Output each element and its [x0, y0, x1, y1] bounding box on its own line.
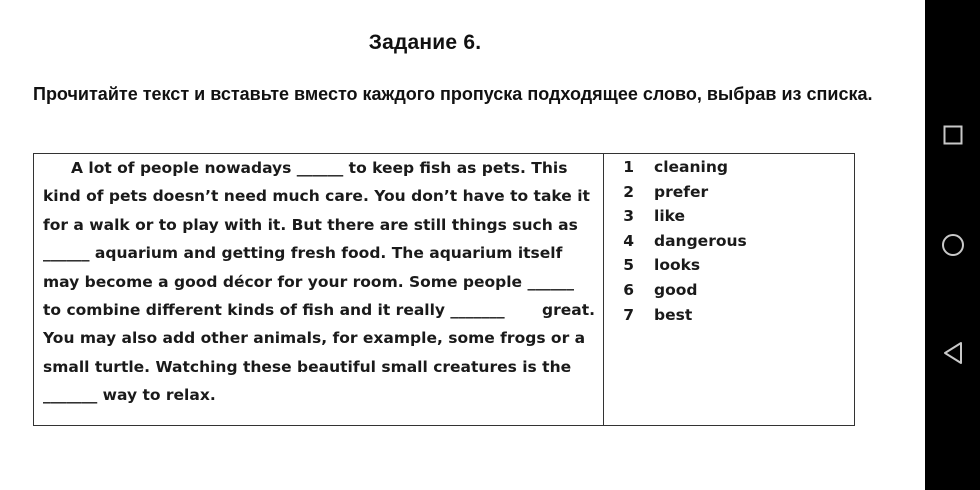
- option-word: prefer: [654, 182, 709, 201]
- passage-line: kind of pets doesn’t need much care. You don’t have to take it: [43, 187, 590, 206]
- option-number: 4: [623, 231, 634, 250]
- option-number: 2: [623, 182, 634, 201]
- passage-line: small turtle. Watching these beautiful small creatures is the: [43, 357, 572, 376]
- circle-icon: [941, 233, 965, 257]
- home-button[interactable]: [925, 215, 980, 275]
- task-title: Задание 6.: [368, 31, 482, 54]
- option-word: best: [654, 305, 693, 324]
- task-instruction: Прочитайте текст и вставьте вместо каждого пропуска подходящее слово, выбрав из списка.: [33, 84, 873, 104]
- passage-line: ______ aquarium and getting fresh food. The aquarium itself: [43, 244, 563, 263]
- option-number: 1: [623, 158, 634, 176]
- option-number: 3: [623, 207, 634, 226]
- back-button[interactable]: [925, 323, 980, 383]
- word-options-cell: [604, 154, 854, 426]
- passage-line-part: to combine different kinds of fish and it really _______: [43, 301, 505, 320]
- option-word: good: [654, 280, 698, 299]
- passage-line: [43, 296, 595, 324]
- passage-line: for a walk or to play with it. But there are still things such as: [43, 215, 578, 234]
- option-number: 6: [623, 280, 634, 299]
- word-option: [604, 253, 854, 278]
- passage-line: A lot of people nowadays ______ to keep fish as pets. This: [71, 159, 568, 177]
- recent-apps-button[interactable]: [925, 105, 980, 165]
- triangle-back-icon: [942, 341, 964, 365]
- passage-line: may become a good décor for your room. Some people ______: [43, 272, 574, 291]
- option-word: cleaning: [654, 158, 728, 176]
- passage-cell: [34, 154, 604, 425]
- option-word: looks: [654, 256, 701, 275]
- word-option: [604, 278, 854, 303]
- option-word: dangerous: [654, 231, 747, 250]
- option-number: 7: [623, 305, 634, 324]
- passage-line: You may also add other animals, for example, some frogs or a: [43, 329, 586, 348]
- word-option: [604, 229, 854, 254]
- passage-line-part: great.: [541, 301, 595, 320]
- option-number: 5: [623, 256, 634, 275]
- word-option: [604, 180, 854, 205]
- word-option: [604, 155, 854, 180]
- system-navigation-bar: [925, 0, 980, 490]
- passage-line: _______ way to relax.: [43, 386, 216, 405]
- word-option: [604, 204, 854, 229]
- option-word: like: [654, 207, 686, 226]
- task-table: [33, 153, 855, 426]
- square-icon: [943, 125, 963, 145]
- word-option: [604, 303, 854, 328]
